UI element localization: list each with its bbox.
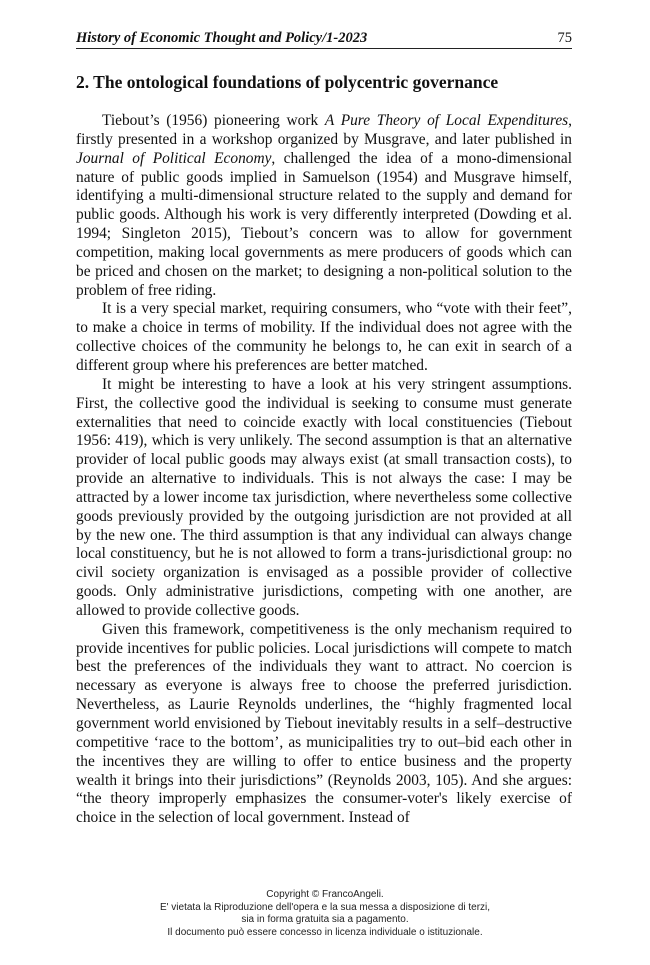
italic-title: A Pure Theory of Local Expenditures: [324, 112, 569, 129]
italic-title: Journal of Political Economy: [76, 149, 272, 167]
paragraph-text: Given this framework, competitiveness is the only mechanism required to provide incentives for public policies. Local jurisdictions will compete to match best the preferences of the individuals they want to attract. No coercion is necessary as everyone is always free to choose the preferred jurisdiction. Nevertheless, as Laurie Reynolds underlines, the “highly fragmented local government world envisioned by Tiebout inevitably results in a self–destructive competitive ‘race to the bottom’, as municipalities try to out–bid each other in the incentives they are willing to offer to entice business and the property wealth it brings into their jurisdictions” (Reynolds 2003, 105). And she argues: “the theory improperly emphasizes the consumer-voter's likely exercise of choice in the selection of local government. Instead of: [76, 620, 572, 827]
footer-line: Il documento può essere concesso in licenza individuale o istituzionale.: [167, 926, 483, 938]
paragraph: [76, 621, 572, 828]
paragraph: [76, 300, 572, 375]
paragraph-text: It is a very special market, requiring consumers, who “vote with their feet”, to make a choice in terms of mobility. If the individual does not agree with the collective choices of the community he belongs to, he can exit in search of a different group where his preferences are better matched.: [76, 300, 572, 374]
paragraph: [76, 376, 572, 621]
footer-line: sia in forma gratuita sia a pagamento.: [241, 914, 409, 925]
body-text: [76, 112, 572, 828]
running-head: [76, 29, 572, 49]
paragraph-text: Tiebout’s (1956) pioneering work: [102, 112, 325, 129]
paragraph-text: , firstly presented in a workshop organized by Musgrave, and later published in: [76, 112, 572, 148]
section-heading: 2. The ontological foundations of polycentric governance: [76, 72, 499, 92]
page-number: 75: [557, 30, 572, 46]
copyright-footer: [0, 889, 650, 939]
journal-title: History of Economic Thought and Policy/1-2023: [76, 30, 368, 46]
paragraph-text: It might be interesting to have a look at his very stringent assumptions. First, the collective good the individual is seeking to consume must generate externalities that need to coincide exactly with local constituencies (Tiebout 1956: 419), which is very unlikely. The second assumption is that an alternative provider of local public goods may always exist (at small transaction costs), to provide an alternative to individuals. This is not always the case: I may be attracted by a lower income tax jurisdiction, where nevertheless some collective goods previously provided by the outgoing jurisdiction are not provided at all by the new one. The third assumption is that any individual can always change local constituency, but he is not allowed to form a trans-jurisdictional group: no civil society organization is envisaged as a possible provider of collective goods. Only administrative jurisdictions, competing with one another, are allowed to provide collective goods.: [76, 375, 572, 619]
paragraph: [76, 112, 572, 300]
footer-line: E' vietata la Riproduzione dell'opera e la sua messa a disposizione di terzi,: [159, 901, 491, 913]
paragraph-text: , challenged the idea of a mono-dimensional nature of public goods implied in Samuelson (1954) and Musgrave himself, identifying a multi-dimensional structure related to the supply and demand for public goods. Although his work is very differently interpreted (Dowding et al. 1994; Singleton 2015), Tiebout’s concern was to allow for government competition, making local governments as mere producers of goods which can be priced and chosen on the market; to designing a non-political solution to the problem of free riding.: [76, 149, 572, 299]
footer-line: Copyright © FrancoAngeli.: [266, 889, 384, 900]
